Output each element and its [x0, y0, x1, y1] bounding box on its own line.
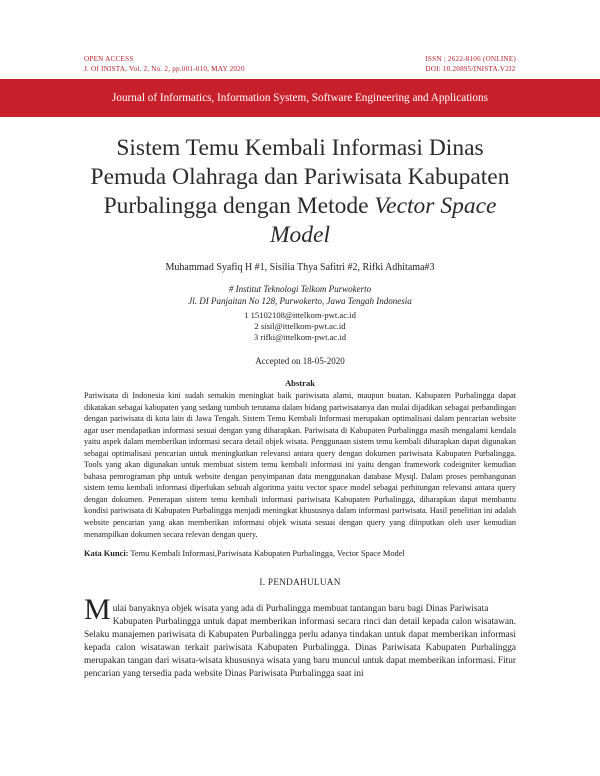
- doi-label: DOI: 10.20895/INISTA.V2I2: [425, 65, 516, 73]
- keywords-list: Temu Kembali Informasi,Pariwisata Kabupaten Purbalingga, Vector Space Model: [128, 549, 405, 558]
- author-emails: [0, 310, 600, 343]
- open-access-label: OPEN ACCESS: [84, 55, 134, 63]
- keywords-label: Kata Kunci:: [84, 549, 129, 558]
- intro-first-line: ulai banyaknya objek wisata yang ada di Purbalingga membuat tantangan baru bagi Dinas Pariwisata: [112, 604, 489, 614]
- section-heading: I. PENDAHULUAN: [259, 577, 341, 587]
- email-3[interactable]: 3 rifki@ittelkom-pwt.ac.id: [253, 332, 347, 342]
- drop-cap: M: [84, 593, 111, 626]
- abstract-heading: Abstrak: [284, 378, 316, 388]
- email-2[interactable]: 2 sisil@ittelkom-pwt.ac.id: [254, 321, 346, 331]
- accepted-date: Accepted on 18-05-2020: [255, 356, 345, 366]
- keywords: [84, 549, 516, 558]
- authors: Muhammad Syafiq H #1, Sisilia Thya Safitri #2, Rifki Adhitama#3: [165, 262, 435, 273]
- journal-citation: J. Of INISTA, Vol. 2, No. 2, pp.001-010, MAY 2020: [84, 65, 245, 73]
- intro-paragraph: [84, 595, 516, 680]
- paper-title: Sistem Temu Kembali Informasi Dinas Pemuda Olahraga dan Pariwisata Kabupaten Purbalingga dengan Metode Vector Space Model: [90, 135, 510, 248]
- issn-label: ISSN : 2622-8106 (ONLINE): [425, 55, 516, 63]
- affiliation: # Institut Teknologi Telkom Purwokerto Jl. DI Panjaitan No 128, Purwokerto, Jawa Tengah Indonesia: [188, 284, 412, 306]
- journal-banner: Journal of Informatics, Information System, Software Engineering and Applications: [0, 79, 600, 117]
- email-1[interactable]: 1 15102108@ittelkom-pwt.ac.id: [244, 310, 356, 320]
- abstract-text: Pariwisata di Indonesia kini sudah semakin meningkat baik pariwisata alami, maupun buatan. Kabupaten Purbalingga dapat dikatakan sebagai kabupaten yang sedang tumbuh terutama dalam bidang pariwisatanya dan mulai dijadikan sebagai perbandingan dengan pariwisata di kota lain di Jawa Tengah. Sistem Temu Kembali Informasi merupakan optimalisasi dalam pencarian website agar user mendapatkan informasi sesuai dengan yang diharapkan. Pariwisata di Kabupaten Purbalingga masih mengalami kendala yaitu aspek dalam memberikan informasi secara detail objek wisata. Penggunaan sistem temu kembali diharapkan dapat digunakan sebagai optimalisasi pencarian untuk meningkatkan relevansi antara query dengan dokumen pariwisata Kabupaten Purbalingga. Tools yang akan digunakan untuk membuat sistem temu kembali informasi ini yaitu dengan framework codeigniter kemudian bahasa pemrograman php untuk website dengan penyimpanan data menggunakan database Mysql. Dalam proses pembangunan sistem temu kembali informasi diperlukan sebuah algoritma yaitu vector space model sebagai perhitungan relevansi antara query dengan dokumen. Penerapan sistem temu kembali informasi pariwisata Kabupaten Purbalingga, diharapkan dapat membantu kondisi pariwisata di Kabupaten Purbalingga menjadi meningkat khususnya dalam informasi pariwisata. Hasil penelitian ini adalah website pencarian yang akan memberikan informasi objek wisata sesuai dengan query yang diinputkan oleh user kemudian menampilkan dokumen secara relevan dengan query.: [84, 391, 516, 539]
- intro-rest: Kabupaten Purbalingga untuk dapat memberikan informasi secara rinci dan detail kepada calon wisatawan. Selaku manajemen pariwisata di Kabupaten Purbalingga perlu adanya tindakan untuk dapat memberikan informasi kepada calon wisatawan terkait pariwisata Kabupaten Purbalingga. Dinas Pariwisata Kabupaten Purbalingga merupakan tangan dari wisata-wisata khususnya wisata yang baru muncul untuk dapat memberikan informasi. Fitur pencarian yang tersedia pada website Dinas Pariwisata Purbalingga saat ini: [84, 616, 516, 679]
